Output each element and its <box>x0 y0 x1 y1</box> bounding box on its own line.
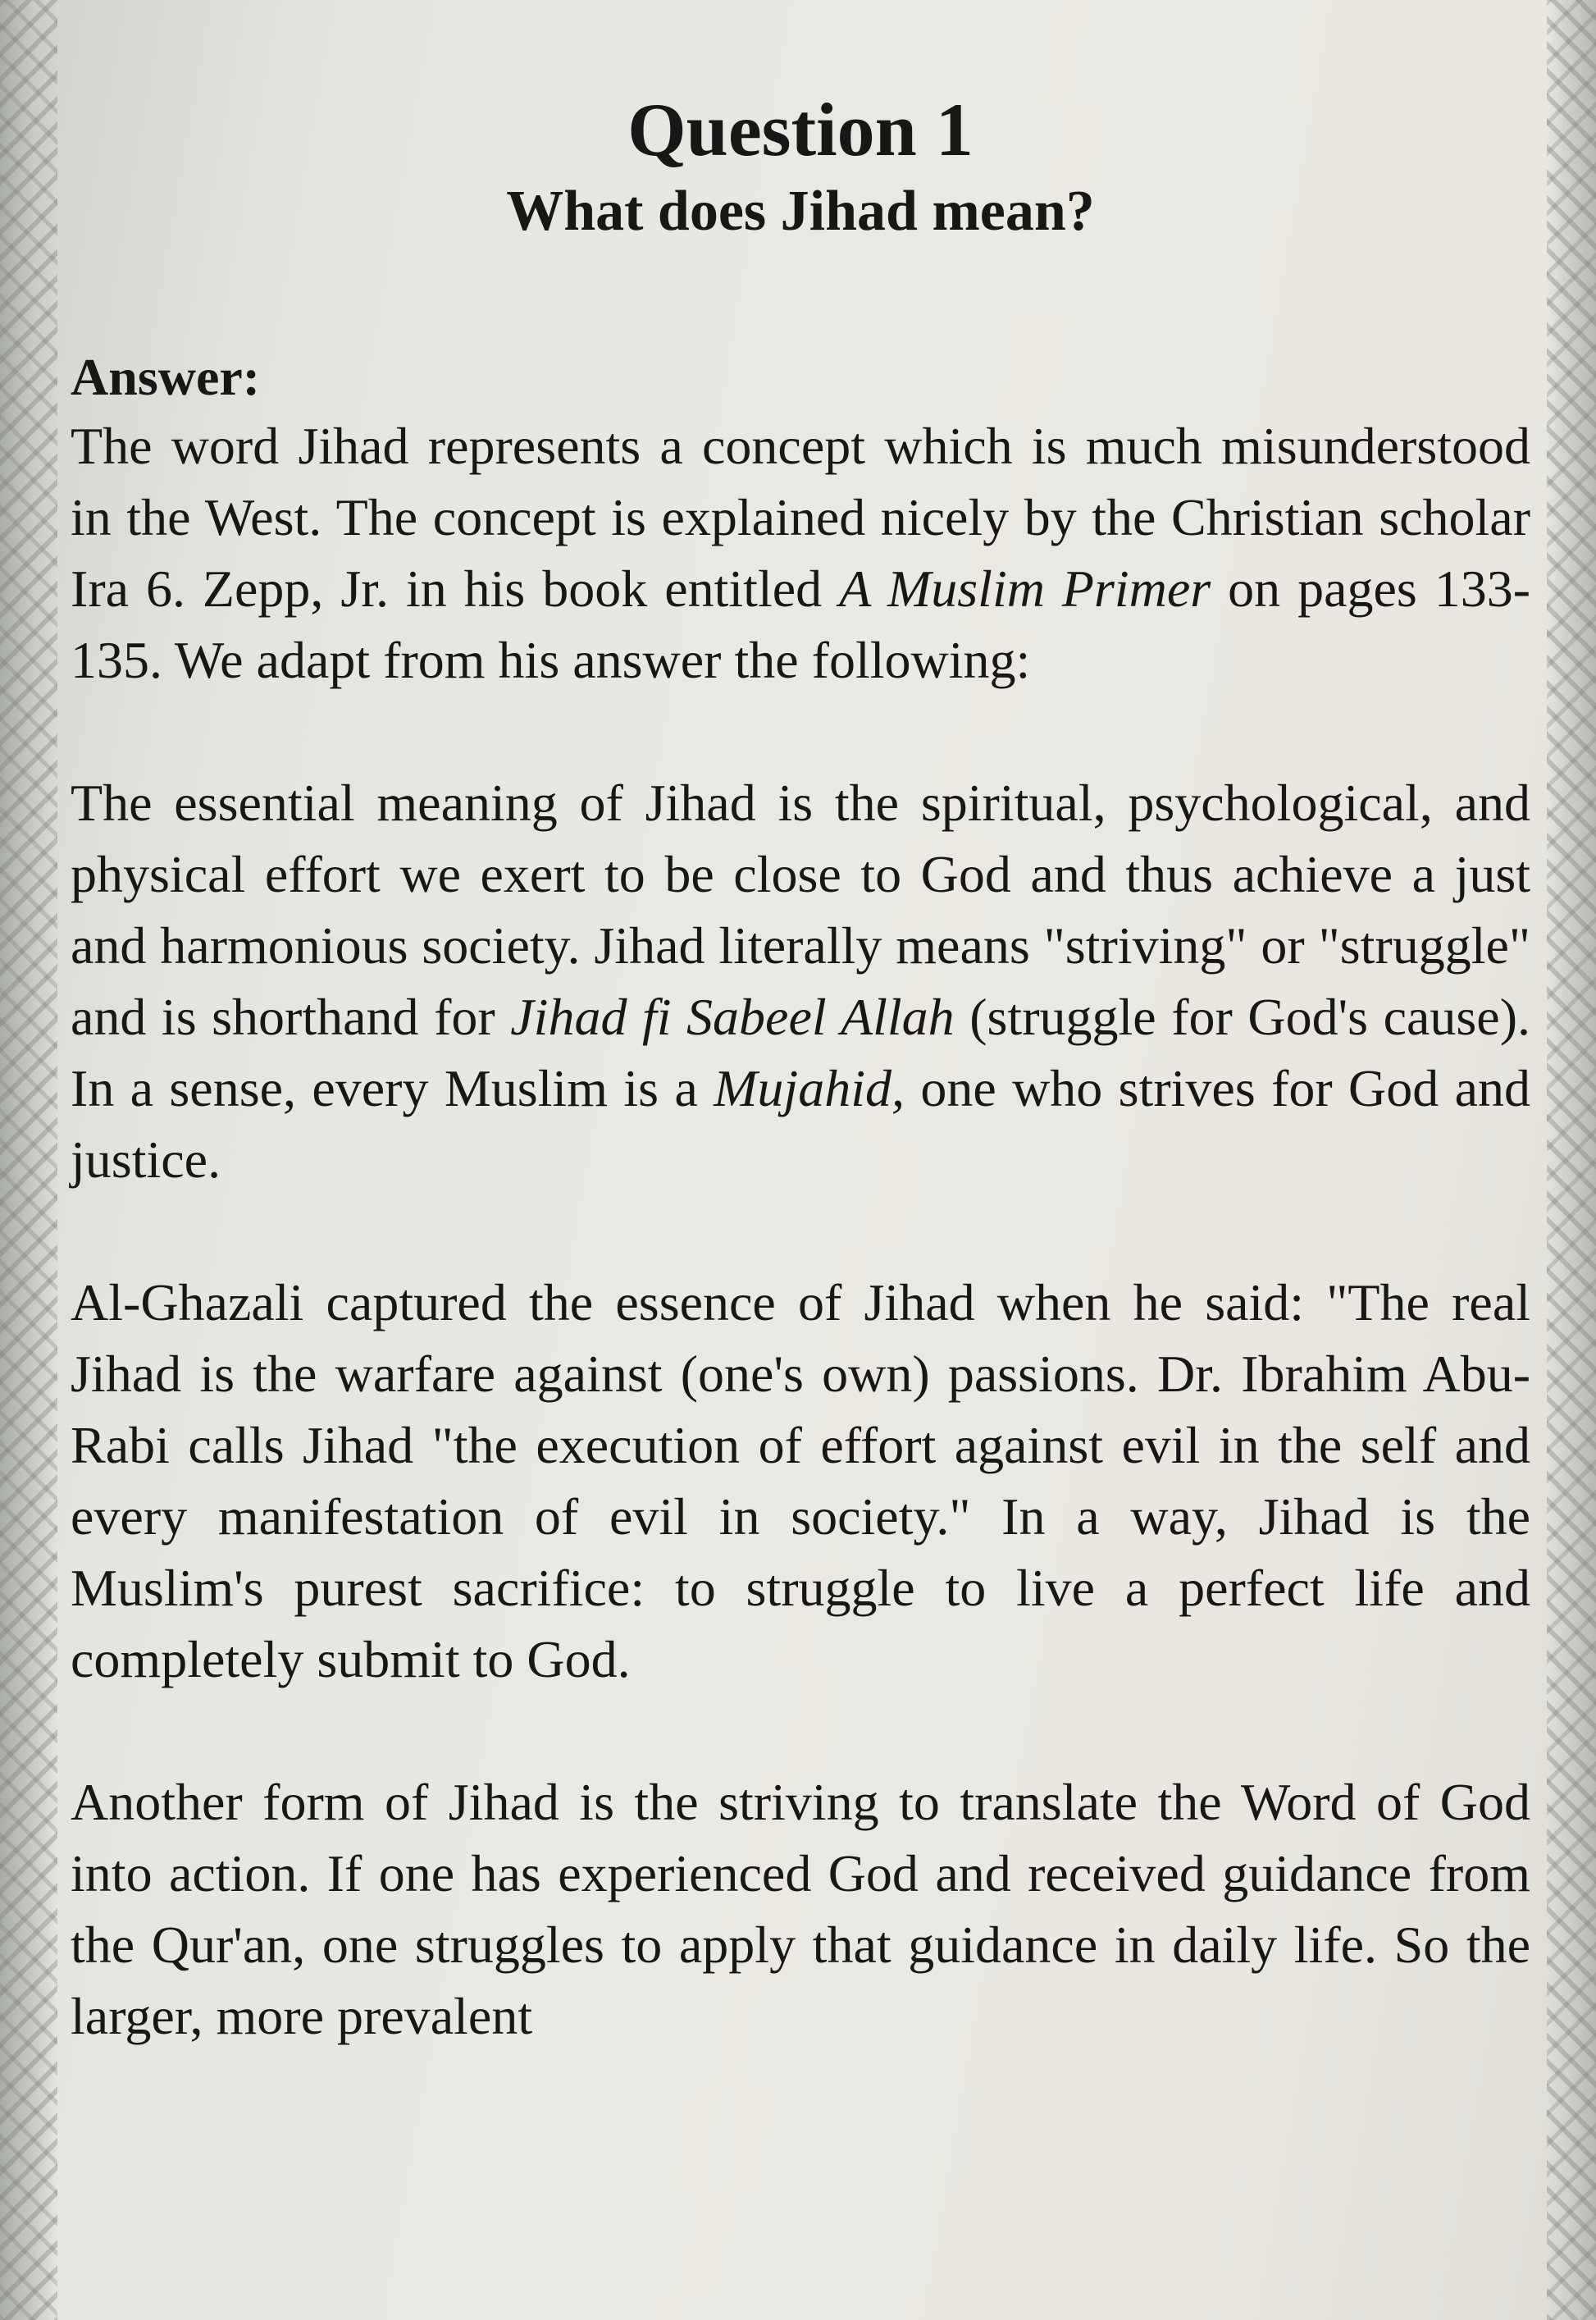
paragraph-3-text: Al-Ghazali captured the essence of Jihad when he said: "The real Jihad is the warfare against (one's own) passions. Dr. Ibrahim Abu-Rabi calls Jihad "the execution of effort against evil in the self and every manifestation of evil in society." In a way, Jihad is the Muslim's purest sacrifice: to struggle to live a perfect life and completely submit to God. <box>71 1273 1530 1689</box>
paragraph-4 <box>71 1766 1530 2052</box>
page-content <box>71 90 1530 2052</box>
decorative-border-left <box>0 0 57 2320</box>
paragraph-1 <box>71 410 1530 696</box>
paragraph-1-text-b: on pages 133-135. We adapt from his answer the following: <box>71 559 1531 690</box>
paragraph-4-text: Another form of Jihad is the striving to translate the Word of God into action. If one has experienced God and received guidance from the Qur'an, one struggles to apply that guidance in daily life. So the larger, more prevalent <box>71 1773 1530 2046</box>
paragraph-3 <box>71 1267 1530 1695</box>
decorative-border-right <box>1547 0 1596 2320</box>
paragraph-2-text-c: one who strives for God and justice. <box>71 1059 1531 1190</box>
book-title: A Muslim Primer <box>839 559 1211 619</box>
paragraph-2-text-a: The essential meaning of Jihad is the spiritual, psychological, and physical effort we exert to be close to God and thus achieve a just and harmonious society. Jihad literally means "striving" or "struggle" and is shorthand for <box>71 774 1530 1047</box>
question-title: Question 1 <box>627 88 974 171</box>
answer-label: Answer: <box>71 347 261 406</box>
paragraph-2 <box>71 767 1530 1195</box>
question-subtitle: What does Jihad mean? <box>506 179 1095 243</box>
paragraph-2-text-b: (struggle for God's cause). In a sense, every Muslim is a <box>71 988 1531 1118</box>
italic-term-mujahid: Mujahid, <box>714 1059 905 1118</box>
paragraph-1-text-a: The word Jihad represents a concept which is much misunderstood in the West. The concept is explained nicely by the Christian scholar Ira 6. Zepp, Jr. in his book entitled <box>71 417 1530 619</box>
italic-term-jihad-fi-sabeel-allah: Jihad fi Sabeel Allah <box>510 988 955 1047</box>
